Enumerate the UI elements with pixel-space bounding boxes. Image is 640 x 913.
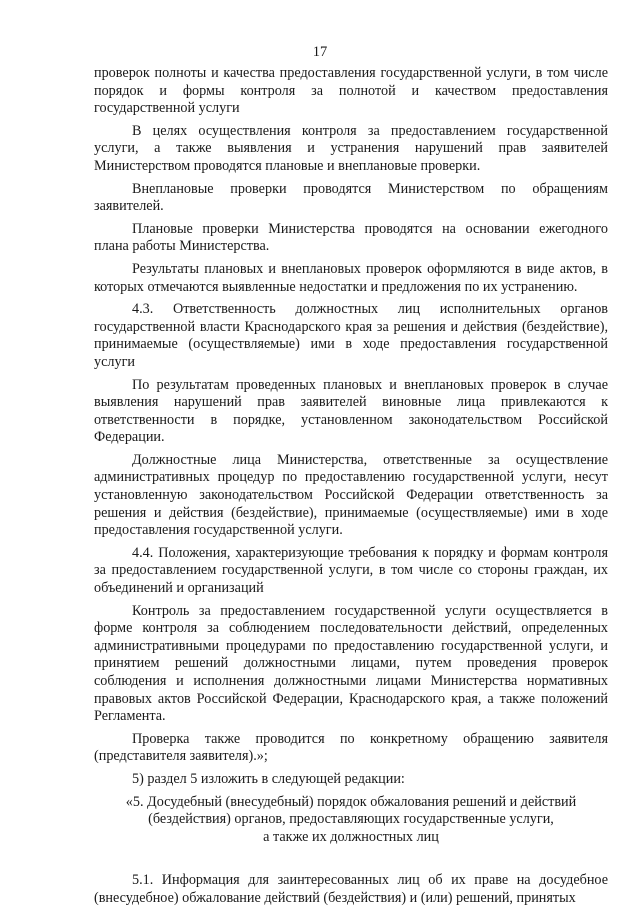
page-number: 17 [312,44,328,60]
paragraph: Внеплановые проверки проводятся Министерством по обращениям заявителей. [94,180,608,215]
section-heading-4-3: 4.3. Ответственность должностных лиц исполнительных органов государственной власти Краснодарского края за решения и действия (бездействие), принимаемые (осуществляемые) ими в ходе предоставления государственной услуги [94,301,608,370]
heading-line: «5. Досудебный (внесудебный) порядок обжалования решений и действий [125,793,577,810]
paragraph: По результатам проведенных плановых и внеплановых проверок в случае выявления нарушений прав заявителей виновные лица привлекаются к ответственности в порядке, установленном законодательством Российской Федерации. [94,376,608,446]
paragraph: Результаты плановых и внеплановых проверок оформляются в виде актов, в которых отмечаются выявленные недостатки и предложения по их устранению. [94,260,608,295]
paragraph: проверок полноты и качества предоставления государственной услуги, в том числе порядок и формы контроля за полнотой и качеством предоставления государственной услуги [94,65,608,117]
paragraph: Проверка также проводится по конкретному обращению заявителя (представителя заявителя).»; [94,730,608,765]
document-body [94,65,608,913]
heading-line: а также их должностных лиц [263,828,439,845]
paragraph: Должностные лица Министерства, ответственные за осуществление административных процедур по предоставлению государственной услуги, несут установленную законодательством Российской Федерации ответственность за решения и действия (бездействие), принимаемые (осуществляемые) ими в ходе предоставления государственной услуги. [94,451,608,539]
paragraph: Плановые проверки Министерства проводятся на основании ежегодного плана работы Министерства. [94,220,608,255]
paragraph: Контроль за предоставлением государственной услуги осуществляется в форме контроля за соблюдением последовательности действий, определенных административными процедурами по предоставлению государственной услуги, и принятием решений должностными лицами, путем проведения проверок соблюдения и исполнения должностными лицами Министерства нормативных правовых актов Российской Федерации, Краснодарского края, а также положений Регламента. [94,602,608,725]
heading-line: (бездействия) органов, предоставляющих государственные услуги, [148,811,554,828]
paragraph: 5.1. Информация для заинтересованных лиц об их праве на досудебное (внесудебное) обжалование действий (бездействия) и (или) решений, принятых [94,872,608,906]
section-5-heading [94,794,608,847]
section-heading-4-4: 4.4. Положения, характеризующие требования к порядку и формам контроля за предоставлением государственной услуги, в том числе со стороны граждан, их объединений и организаций [94,544,608,597]
paragraph: В целях осуществления контроля за предоставлением государственной услуги, а также выявления и устранения нарушений прав заявителей Министерством проводятся плановые и внеплановые проверки. [94,122,608,174]
paragraph: 5) раздел 5 изложить в следующей редакции: [132,770,405,787]
